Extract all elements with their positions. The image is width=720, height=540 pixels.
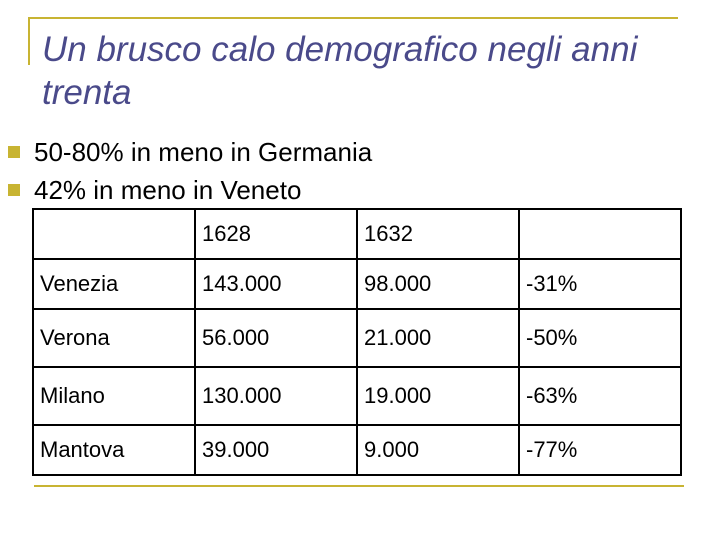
square-bullet-icon <box>8 184 20 196</box>
header-cell: 1628 <box>195 209 357 259</box>
value-1632-cell: 98.000 <box>357 259 519 309</box>
value-1632-cell: 9.000 <box>357 425 519 475</box>
table-row <box>33 425 681 475</box>
table-row <box>33 367 681 425</box>
frame-bottom-line <box>34 485 684 487</box>
population-table <box>32 208 682 476</box>
city-cell: Venezia <box>33 259 195 309</box>
frame-top-line <box>28 17 678 19</box>
square-bullet-icon <box>8 146 20 158</box>
bullet-list <box>8 133 372 209</box>
value-1628-cell: 143.000 <box>195 259 357 309</box>
slide-title: Un brusco calo demografico negli anni trenta <box>42 30 638 112</box>
change-cell: -31% <box>519 259 681 309</box>
bullet-item <box>8 133 372 171</box>
value-1628-cell: 56.000 <box>195 309 357 367</box>
change-cell: -63% <box>519 367 681 425</box>
bullet-text: 42% in meno in Veneto <box>34 175 302 205</box>
header-cell <box>519 209 681 259</box>
city-cell: Mantova <box>33 425 195 475</box>
value-1628-cell: 39.000 <box>195 425 357 475</box>
table-row <box>33 259 681 309</box>
table-header-row <box>33 209 681 259</box>
value-1632-cell: 19.000 <box>357 367 519 425</box>
bullet-text: 50-80% in meno in Germania <box>34 137 373 167</box>
change-cell: -77% <box>519 425 681 475</box>
bullet-item <box>8 171 372 209</box>
city-cell: Verona <box>33 309 195 367</box>
change-cell: -50% <box>519 309 681 367</box>
value-1628-cell: 130.000 <box>195 367 357 425</box>
frame-left-line <box>28 17 30 65</box>
city-cell: Milano <box>33 367 195 425</box>
table-row <box>33 309 681 367</box>
header-cell <box>33 209 195 259</box>
header-cell: 1632 <box>357 209 519 259</box>
value-1632-cell: 21.000 <box>357 309 519 367</box>
